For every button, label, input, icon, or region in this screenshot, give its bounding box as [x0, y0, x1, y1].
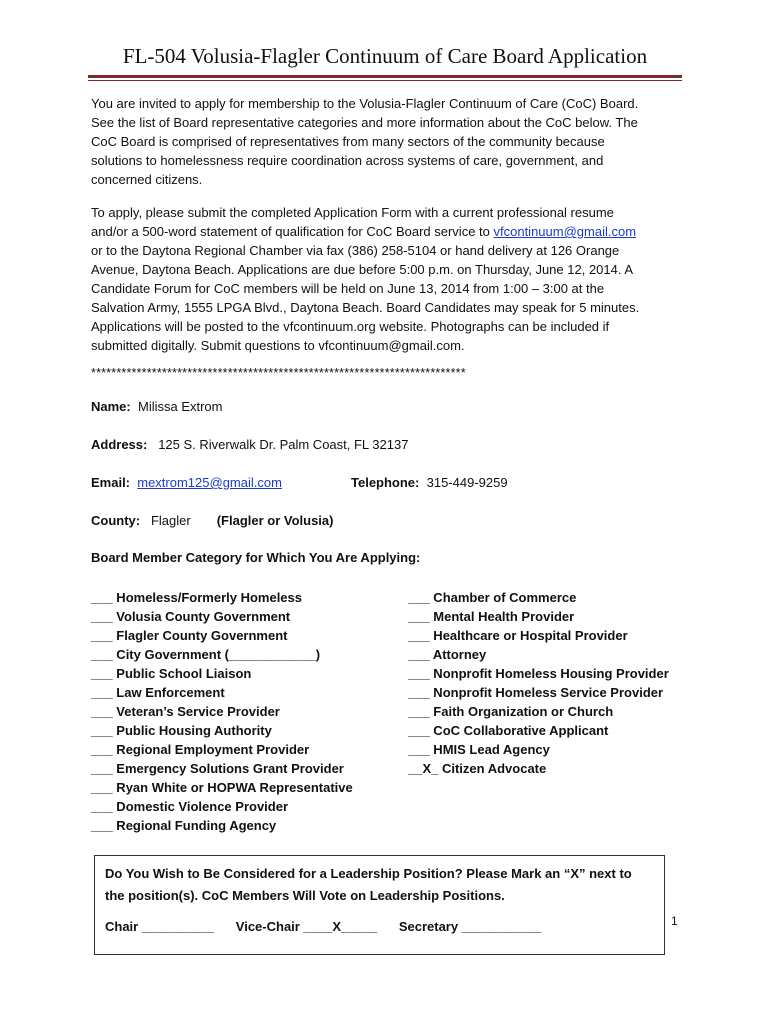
email-value-link[interactable]: mextrom125@gmail.com [137, 475, 282, 490]
telephone-label: Telephone: [351, 475, 420, 490]
intro-line: You are invited to apply for membership to the Volusia-Flagler Continuum of Care (CoC) Board. [91, 96, 639, 111]
contact-email-link[interactable]: vfcontinuum@gmail.com [493, 224, 637, 239]
category-item: ___ Law Enforcement [91, 685, 225, 700]
title-rule-thick [88, 75, 682, 78]
category-item: ___ Nonprofit Homeless Service Provider [408, 685, 664, 700]
category-item: ___ Public Housing Authority [91, 723, 272, 738]
category-item: ___ HMIS Lead Agency [408, 742, 550, 757]
vice-chair-position: Vice-Chair ____X_____ [235, 919, 378, 934]
category-heading: Board Member Category for Which You Are Applying: [91, 550, 421, 565]
page-number: 1 [671, 914, 678, 928]
apply-line-text: and/or a 500-word statement of qualification for CoC Board service to [91, 224, 494, 239]
apply-line: Avenue, Daytona Beach. Applications are due before 5:00 p.m. on Thursday, June 12, 2014. A [91, 262, 634, 277]
apply-line: submitted digitally. Submit questions to vfcontinuum@gmail.com. [91, 338, 465, 353]
email-label: Email: [91, 475, 131, 490]
name-label: Name: [91, 399, 131, 414]
leadership-question-line: the position(s). CoC Members Will Vote on Leadership Positions. [105, 888, 505, 903]
apply-line: Applications will be posted to the vfcontinuum.org website. Photographs can be included if [91, 319, 610, 334]
category-item: ___ CoC Collaborative Applicant [408, 723, 609, 738]
category-item-selected: __X_ Citizen Advocate [408, 761, 547, 776]
intro-line: See the list of Board representative categories and more information about the CoC below. The [91, 115, 638, 130]
category-item: ___ Emergency Solutions Grant Provider [91, 761, 344, 776]
apply-line: Candidate Forum for CoC members will be held on June 13, 2014 from 1:00 – 3:00 at the [91, 281, 605, 296]
category-item: ___ Nonprofit Homeless Housing Provider [408, 666, 669, 681]
county-field [91, 513, 333, 528]
category-item: ___ Veteran’s Service Provider [91, 704, 280, 719]
category-list-left [91, 588, 353, 835]
county-value: Flagler [150, 513, 191, 528]
category-item: ___ Regional Funding Agency [91, 818, 277, 833]
category-item: ___ Mental Health Provider [408, 609, 575, 624]
apply-line: To apply, please submit the completed Application Form with a current professional resume [91, 205, 614, 220]
intro-line: solutions to homelessness require coordination across systems of care, government, and [91, 153, 604, 168]
category-item: ___ Chamber of Commerce [408, 590, 577, 605]
category-item: ___ Attorney [408, 647, 487, 662]
title-rule-thin [88, 80, 682, 81]
leadership-question-line: Do You Wish to Be Considered for a Leadership Position? Please Mark an “X” next to [105, 866, 632, 881]
name-value: Milissa Extrom [137, 399, 223, 414]
address-value: 125 S. Riverwalk Dr. Palm Coast, FL 32137 [158, 437, 409, 452]
name-field [91, 399, 223, 414]
category-item: ___ Healthcare or Hospital Provider [408, 628, 628, 643]
category-item: ___ Public School Liaison [91, 666, 252, 681]
category-item: ___ City Government (____________) [91, 647, 321, 662]
chair-position: Chair __________ [105, 919, 215, 934]
email-field [91, 475, 282, 490]
category-item: ___ Regional Employment Provider [91, 742, 310, 757]
apply-line: Salvation Army, 1555 LPGA Blvd., Daytona Beach. Board Candidates may speak for 5 minutes. [91, 300, 640, 315]
address-field [91, 437, 408, 452]
leadership-question [105, 863, 632, 907]
intro-line: CoC Board is comprised of representatives from many sectors of the community because [91, 134, 605, 149]
category-item: ___ Flagler County Government [91, 628, 288, 643]
page-title: FL-504 Volusia-Flagler Continuum of Care Board Application [122, 44, 648, 68]
apply-paragraph [91, 203, 691, 355]
county-label: County: [91, 513, 141, 528]
address-label: Address: [91, 437, 148, 452]
category-item: ___ Volusia County Government [91, 609, 291, 624]
leadership-positions [105, 919, 541, 934]
leadership-box [94, 855, 665, 955]
category-item: ___ Domestic Violence Provider [91, 799, 289, 814]
telephone-value: 315-449-9259 [426, 475, 508, 490]
intro-line: concerned citizens. [91, 172, 203, 187]
county-note: (Flagler or Volusia) [216, 513, 334, 528]
telephone-field [351, 475, 508, 490]
category-item: ___ Faith Organization or Church [408, 704, 614, 719]
category-item: ___ Ryan White or HOPWA Representative [91, 780, 353, 795]
apply-line [91, 222, 691, 241]
secretary-position: Secretary ___________ [398, 919, 542, 934]
separator-line: ************************************************************************** [91, 366, 466, 380]
category-list-right [408, 588, 669, 778]
apply-line: or to the Daytona Regional Chamber via fax (386) 258-5104 or hand delivery at 126 Orange [91, 243, 620, 258]
category-item: ___ Homeless/Formerly Homeless [91, 590, 302, 605]
intro-paragraph [91, 94, 691, 189]
